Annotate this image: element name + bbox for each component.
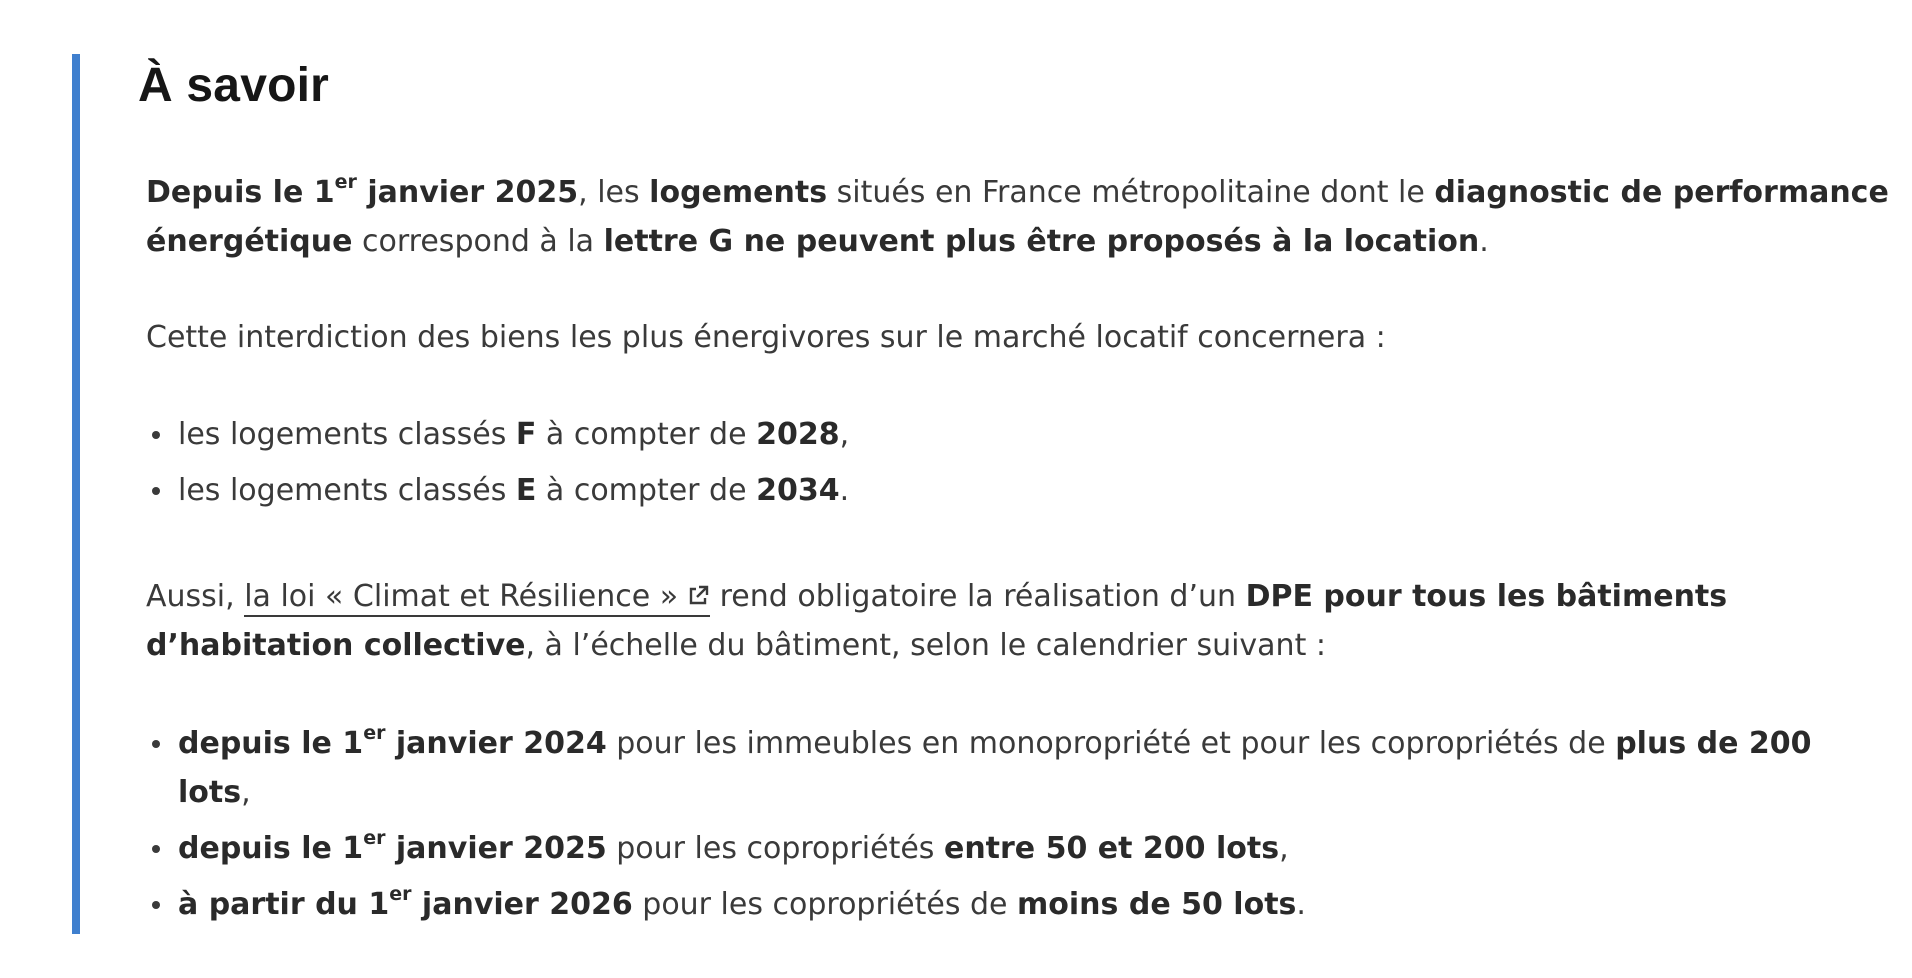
para3-line1: Aussi, la loi « Climat et Résilience » rend obligatoire la réalisation d’un DPE pour tous les bâtiments — [146, 572, 1727, 621]
para2: Cette interdiction des biens les plus énergivores sur le marché locatif concernera : — [146, 320, 1386, 355]
external-link-icon — [686, 584, 710, 608]
para1-date-rest: janvier 2025 — [356, 175, 579, 210]
climat-resilience-link[interactable]: la loi « Climat et Résilience » — [244, 579, 710, 617]
list-item: les logements classés E à compter de 2034. — [178, 466, 849, 515]
list-item: à partir du 1er janvier 2026 pour les copropriétés de moins de 50 lots. — [178, 880, 1306, 929]
para1-period: . — [1479, 224, 1489, 259]
para1-sup: er — [334, 171, 357, 193]
para3-line2: d’habitation collective, à l’échelle du bâtiment, selon le calendrier suivant : — [146, 628, 1326, 663]
para1-logements: logements — [649, 175, 828, 210]
list-item: les logements classés F à compter de 2028, — [178, 410, 849, 459]
para1-line1 — [146, 168, 1889, 217]
para1-text3: correspond à la — [352, 224, 604, 259]
para1-text2: situés en France métropolitaine dont le — [827, 175, 1435, 210]
para1-text1: , les — [578, 175, 650, 210]
list-item: depuis le 1er janvier 2025 pour les copropriétés entre 50 et 200 lots, — [178, 824, 1289, 873]
para1-energetique: énergétique — [146, 224, 353, 259]
para1-dpe: diagnostic de performance — [1434, 175, 1889, 210]
para1-date: Depuis le 1 — [146, 175, 335, 210]
para1-line2 — [146, 217, 1489, 266]
para1-lettre-g: lettre G ne peuvent plus être proposés à la location — [603, 224, 1480, 259]
list-item: depuis le 1er janvier 2024 pour les immeubles en monopropriété et pour les copropriétés de plus de 200 lots, — [178, 719, 1812, 817]
callout-title: À savoir — [138, 59, 330, 112]
